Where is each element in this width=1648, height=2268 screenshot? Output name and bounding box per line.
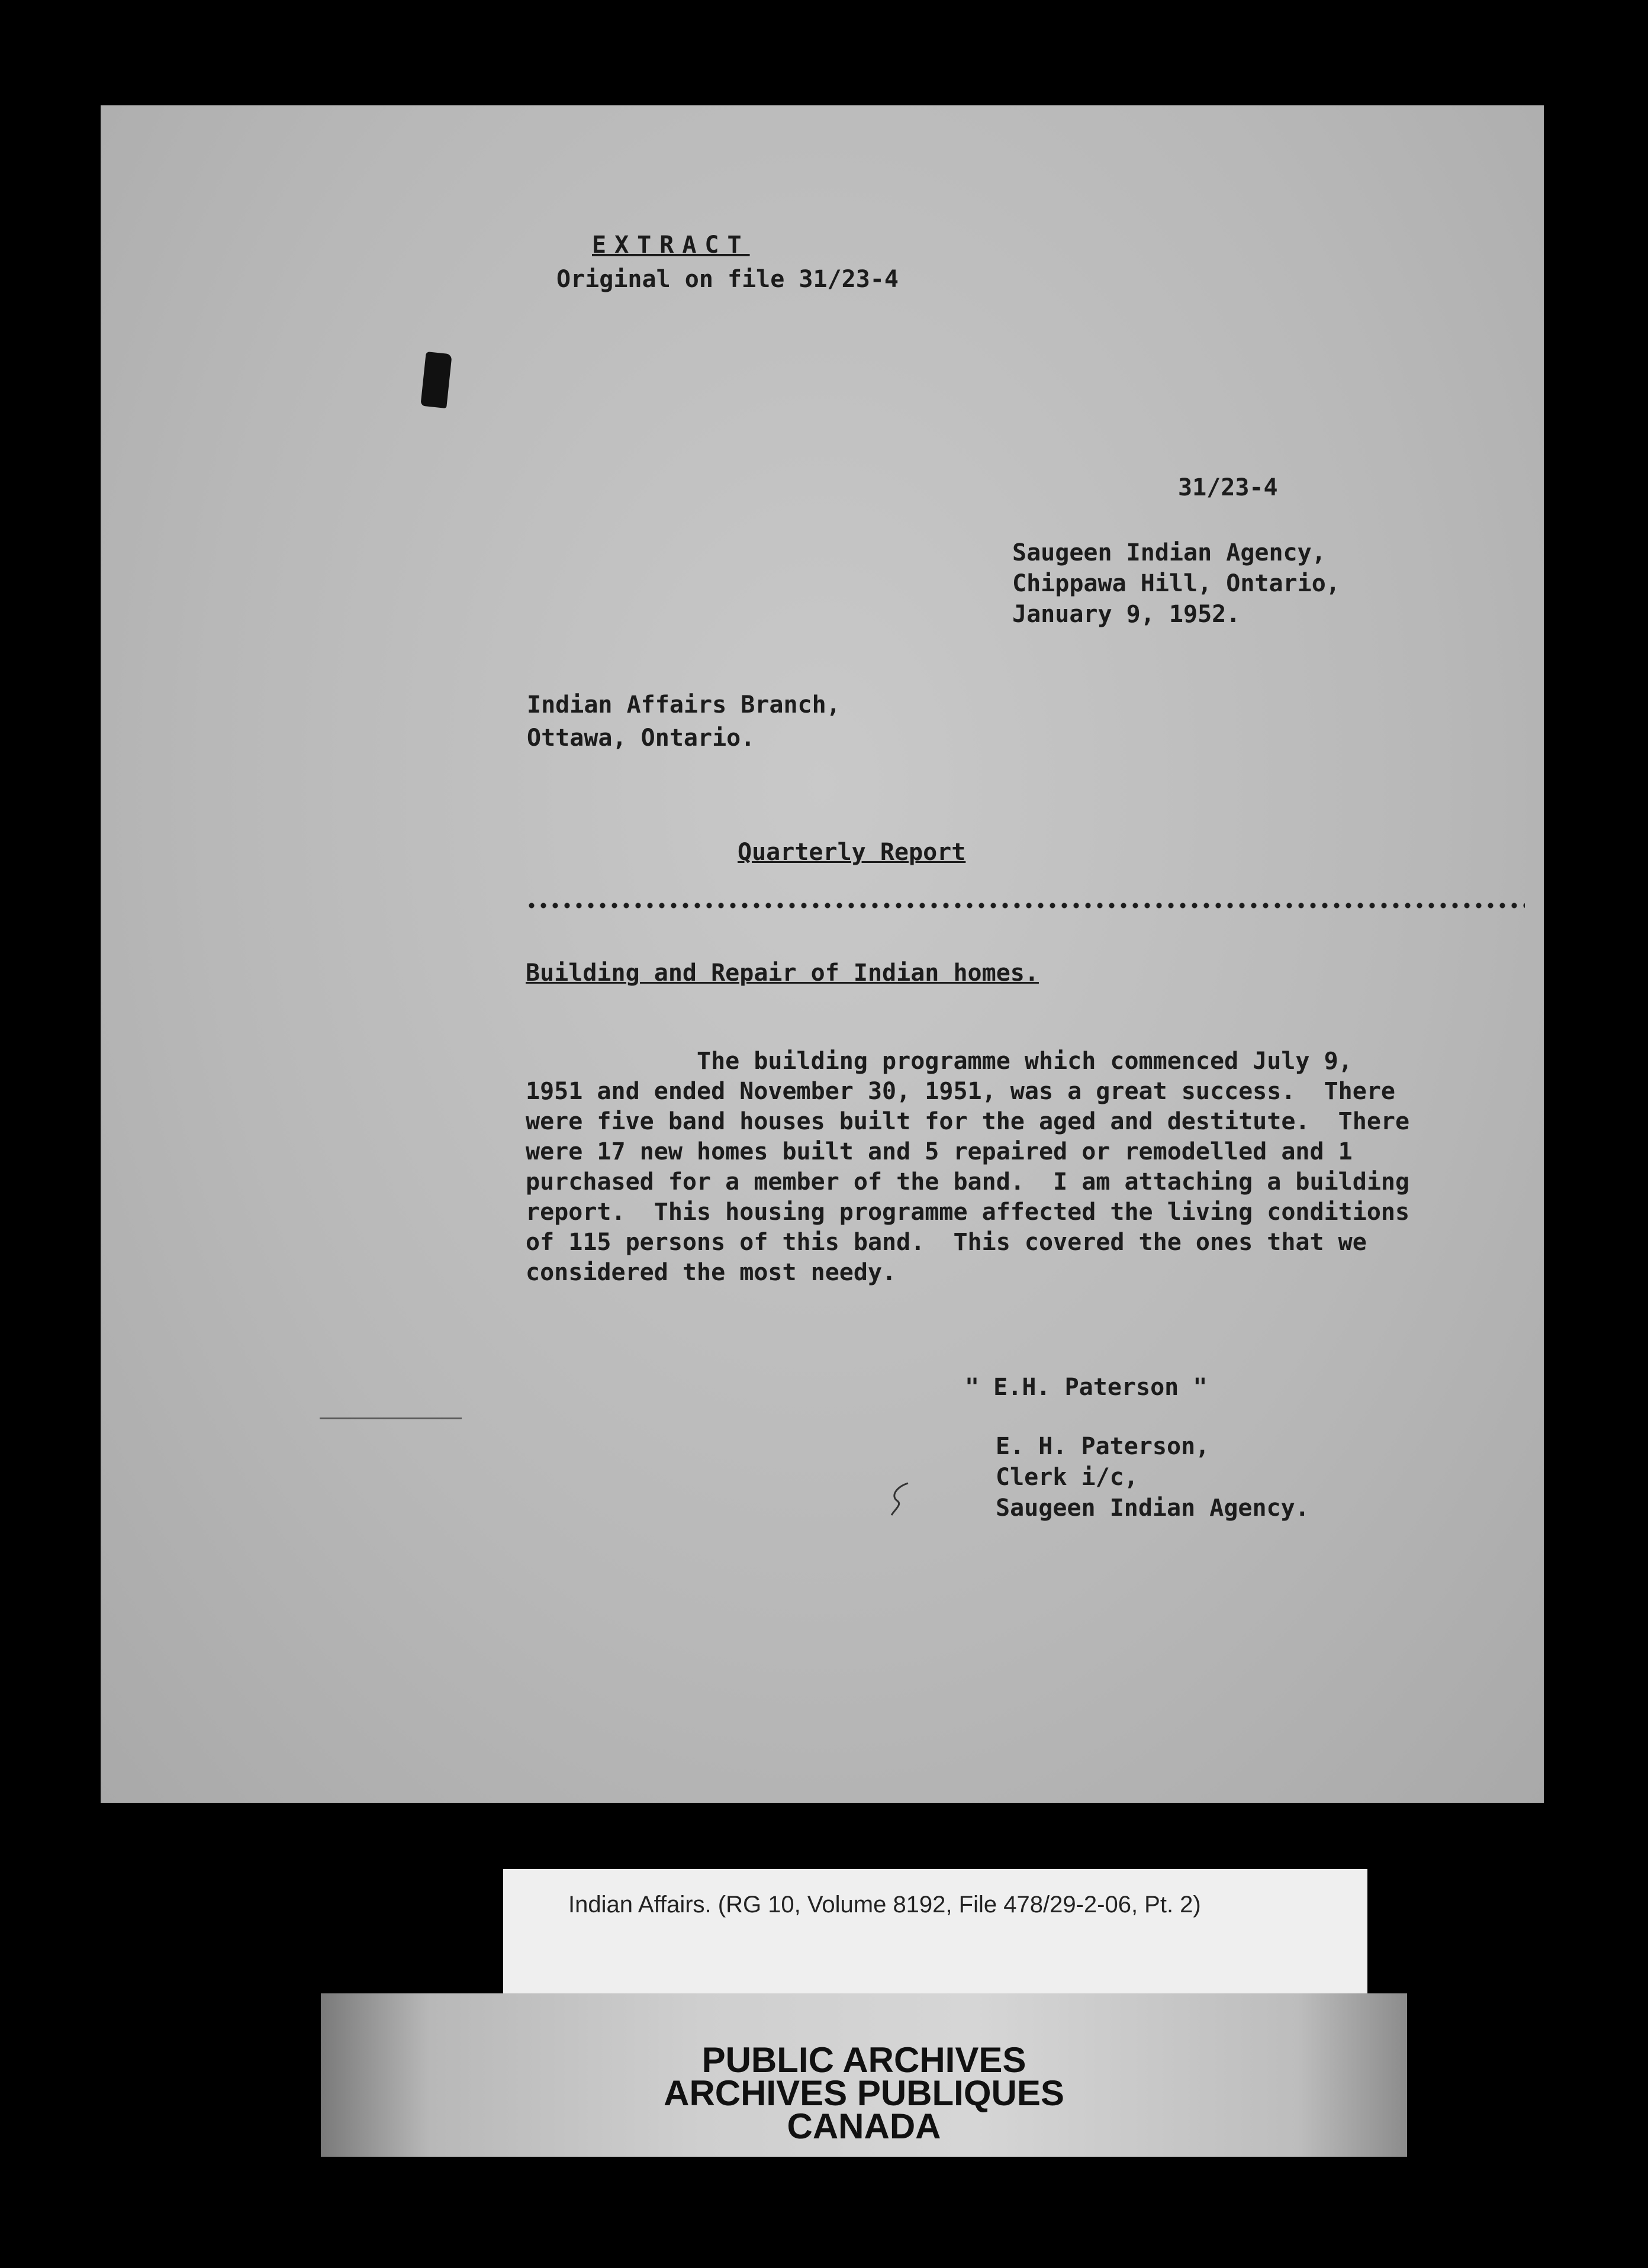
- document-page: [101, 105, 1544, 1803]
- signature: " E.H. Paterson ": [965, 1374, 1208, 1401]
- body-line: of 115 persons of this band. This covered the ones that we: [526, 1229, 1367, 1256]
- stamp-line-french: ARCHIVES PUBLIQUES: [664, 2073, 1064, 2113]
- body-line: were 17 new homes built and 5 repaired or remodelled and 1: [526, 1138, 1353, 1165]
- signatory-name: E. H. Paterson,: [996, 1433, 1210, 1460]
- margin-stroke: [320, 1418, 462, 1419]
- punch-hole-mark: [420, 352, 452, 408]
- stamp-line-country: CANADA: [787, 2106, 941, 2146]
- stamp-line-english: PUBLIC ARCHIVES: [701, 2040, 1026, 2080]
- recipient-line: Indian Affairs Branch,: [527, 691, 841, 719]
- body-line: report. This housing programme affected the living conditions: [526, 1199, 1410, 1226]
- signatory-agency: Saugeen Indian Agency.: [996, 1494, 1309, 1522]
- file-reference: 31/23-4: [1178, 474, 1278, 501]
- sender-line: Chippawa Hill, Ontario,: [1012, 570, 1340, 597]
- body-line: The building programme which commenced July 9,: [526, 1048, 1353, 1075]
- pencil-mark: [884, 1478, 920, 1520]
- original-file-note: Original on file 31/23-4: [556, 266, 899, 293]
- body-line: considered the most needy.: [526, 1259, 897, 1286]
- extract-title: EXTRACT: [592, 231, 750, 259]
- section-heading: Building and Repair of Indian homes.: [526, 959, 1039, 987]
- letter-date: January 9, 1952.: [1012, 601, 1241, 628]
- dotted-divider: [526, 901, 1525, 910]
- recipient-address: [527, 688, 841, 755]
- recipient-line: Ottawa, Ontario.: [527, 724, 755, 752]
- body-line: purchased for a member of the band. I am attaching a building: [526, 1168, 1410, 1196]
- archive-reference-text: Indian Affairs. (RG 10, Volume 8192, File 478/29-2-06, Pt. 2): [568, 1892, 1201, 1918]
- body-line: were five band houses built for the aged and destitute. There: [526, 1108, 1410, 1135]
- body-line: 1951 and ended November 30, 1951, was a great success. There: [526, 1078, 1396, 1105]
- signatory-title: Clerk i/c,: [996, 1464, 1138, 1491]
- report-title: Quarterly Report: [738, 839, 966, 866]
- sender-line: Saugeen Indian Agency,: [1012, 539, 1326, 566]
- public-archives-stamp: [321, 1993, 1407, 2157]
- sender-address: [1012, 537, 1340, 630]
- archive-reference-label: [503, 1869, 1367, 2002]
- body-paragraph: [526, 1046, 1409, 1288]
- signature-block: [996, 1431, 1309, 1523]
